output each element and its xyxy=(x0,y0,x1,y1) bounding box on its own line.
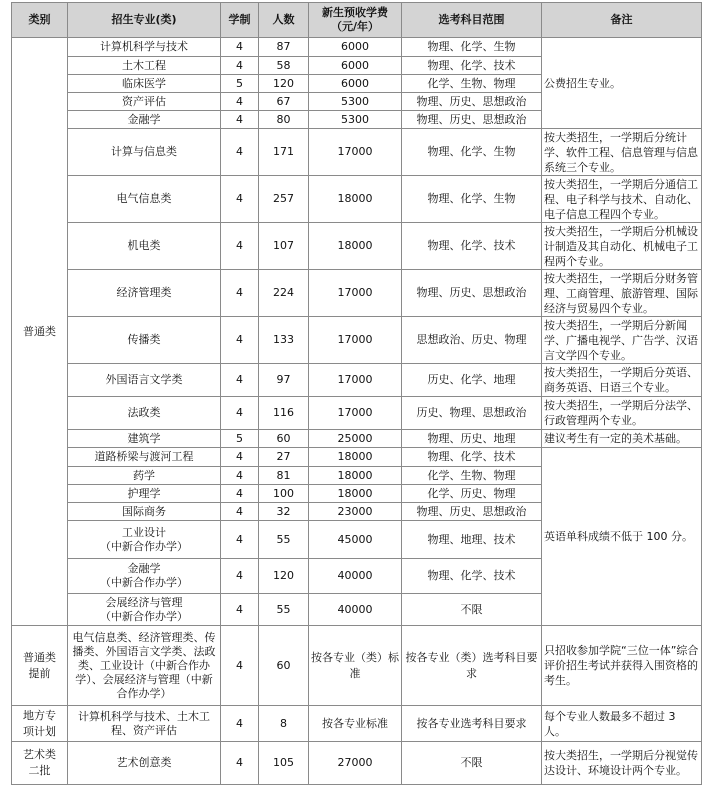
fee-cell: 17000 xyxy=(309,364,402,397)
fee-cell: 18000 xyxy=(309,485,402,503)
table-row xyxy=(12,430,702,448)
years-cell: 4 xyxy=(221,111,259,129)
subjects-cell: 物理、历史、地理 xyxy=(402,430,542,448)
remark-cell: 建议考生有一定的美术基础。 xyxy=(542,430,702,448)
major-cell: 外国语言文学类 xyxy=(68,364,221,397)
table-row xyxy=(12,706,702,742)
fee-cell: 23000 xyxy=(309,503,402,521)
table-row xyxy=(12,176,702,223)
fee-cell: 17000 xyxy=(309,129,402,176)
header-years: 学制 xyxy=(221,3,259,38)
subjects-cell: 化学、生物、物理 xyxy=(402,467,542,485)
subjects-cell: 物理、化学、技术 xyxy=(402,57,542,75)
major-cell: 临床医学 xyxy=(68,75,221,93)
count-cell: 58 xyxy=(259,57,309,75)
fee-cell: 18000 xyxy=(309,467,402,485)
major-cell: 土木工程 xyxy=(68,57,221,75)
subjects-cell: 不限 xyxy=(402,594,542,626)
remark-cell: 按大类招生，一学期后分新闻学、广播电视学、广告学、汉语言文学四个专业。 xyxy=(542,317,702,364)
table-row xyxy=(12,223,702,270)
major-cell: 会展经济与管理 （中新合作办学） xyxy=(68,594,221,626)
remark-cell: 公费招生专业。 xyxy=(542,38,702,129)
subjects-cell: 物理、化学、生物 xyxy=(402,129,542,176)
fee-cell: 按各专业（类）标准 xyxy=(309,626,402,706)
category-cell: 艺术类 二批 xyxy=(12,742,68,785)
fee-cell: 按各专业标准 xyxy=(309,706,402,742)
fee-cell: 5300 xyxy=(309,111,402,129)
years-cell: 4 xyxy=(221,521,259,559)
remark-cell: 只招收参加学院“三位一体”综合评价招生考试并获得入围资格的考生。 xyxy=(542,626,702,706)
remark-cell: 按大类招生，一学期后分法学、行政管理两个专业。 xyxy=(542,397,702,430)
remark-cell: 按大类招生，一学期后分统计学、软件工程、信息管理与信息系统三个专业。 xyxy=(542,129,702,176)
years-cell: 4 xyxy=(221,38,259,57)
years-cell: 4 xyxy=(221,176,259,223)
header-remark: 备注 xyxy=(542,3,702,38)
remark-cell: 英语单科成绩不低于 100 分。 xyxy=(542,448,702,626)
count-cell: 67 xyxy=(259,93,309,111)
header-row xyxy=(12,3,702,38)
subjects-cell: 物理、化学、技术 xyxy=(402,223,542,270)
table-row xyxy=(12,448,702,467)
years-cell: 4 xyxy=(221,467,259,485)
subjects-cell: 思想政治、历史、物理 xyxy=(402,317,542,364)
fee-cell: 6000 xyxy=(309,38,402,57)
count-cell: 105 xyxy=(259,742,309,785)
years-cell: 4 xyxy=(221,503,259,521)
category-cell: 地方专 项计划 xyxy=(12,706,68,742)
table-row xyxy=(12,129,702,176)
fee-cell: 40000 xyxy=(309,594,402,626)
years-cell: 5 xyxy=(221,75,259,93)
count-cell: 120 xyxy=(259,559,309,594)
subjects-cell: 物理、历史、思想政治 xyxy=(402,93,542,111)
count-cell: 80 xyxy=(259,111,309,129)
major-cell: 法政类 xyxy=(68,397,221,430)
table-row xyxy=(12,397,702,430)
subjects-cell: 物理、化学、技术 xyxy=(402,559,542,594)
major-cell: 药学 xyxy=(68,467,221,485)
major-cell: 机电类 xyxy=(68,223,221,270)
major-cell: 计算机科学与技术 xyxy=(68,38,221,57)
major-cell: 计算机科学与技术、土木工程、资产评估 xyxy=(68,706,221,742)
count-cell: 120 xyxy=(259,75,309,93)
subjects-cell: 物理、地理、技术 xyxy=(402,521,542,559)
major-cell: 金融学 xyxy=(68,111,221,129)
header-subjects: 选考科目范围 xyxy=(402,3,542,38)
header-count: 人数 xyxy=(259,3,309,38)
count-cell: 55 xyxy=(259,521,309,559)
subjects-cell: 按各专业（类）选考科目要求 xyxy=(402,626,542,706)
admission-table xyxy=(11,2,702,785)
fee-cell: 18000 xyxy=(309,176,402,223)
fee-cell: 5300 xyxy=(309,93,402,111)
subjects-cell: 物理、化学、技术 xyxy=(402,448,542,467)
fee-cell: 6000 xyxy=(309,75,402,93)
fee-cell: 40000 xyxy=(309,559,402,594)
major-cell: 电气信息类、经济管理类、传播类、外国语言文学类、法政类、工业设计（中新合作办学）、会展经济与管理（中新合作办学） xyxy=(68,626,221,706)
subjects-cell: 物理、化学、生物 xyxy=(402,38,542,57)
major-cell: 资产评估 xyxy=(68,93,221,111)
subjects-cell: 物理、历史、思想政治 xyxy=(402,111,542,129)
major-cell: 计算与信息类 xyxy=(68,129,221,176)
remark-cell: 按大类招生，一学期后分视觉传达设计、环境设计两个专业。 xyxy=(542,742,702,785)
remark-cell: 按大类招生，一学期后分财务管理、工商管理、旅游管理、国际经济与贸易四个专业。 xyxy=(542,270,702,317)
major-cell: 护理学 xyxy=(68,485,221,503)
fee-cell: 18000 xyxy=(309,223,402,270)
subjects-cell: 历史、物理、思想政治 xyxy=(402,397,542,430)
count-cell: 60 xyxy=(259,626,309,706)
count-cell: 133 xyxy=(259,317,309,364)
years-cell: 4 xyxy=(221,594,259,626)
remark-cell: 按大类招生，一学期后分通信工程、电子科学与技术、自动化、电子信息工程四个专业。 xyxy=(542,176,702,223)
years-cell: 4 xyxy=(221,223,259,270)
years-cell: 4 xyxy=(221,317,259,364)
years-cell: 4 xyxy=(221,448,259,467)
count-cell: 81 xyxy=(259,467,309,485)
subjects-cell: 不限 xyxy=(402,742,542,785)
fee-cell: 17000 xyxy=(309,317,402,364)
major-cell: 经济管理类 xyxy=(68,270,221,317)
count-cell: 116 xyxy=(259,397,309,430)
major-cell: 传播类 xyxy=(68,317,221,364)
count-cell: 55 xyxy=(259,594,309,626)
remark-cell: 每个专业人数最多不超过 3 人。 xyxy=(542,706,702,742)
count-cell: 97 xyxy=(259,364,309,397)
fee-cell: 45000 xyxy=(309,521,402,559)
count-cell: 224 xyxy=(259,270,309,317)
count-cell: 32 xyxy=(259,503,309,521)
major-cell: 电气信息类 xyxy=(68,176,221,223)
table-row xyxy=(12,626,702,706)
count-cell: 27 xyxy=(259,448,309,467)
years-cell: 4 xyxy=(221,270,259,317)
years-cell: 4 xyxy=(221,485,259,503)
count-cell: 171 xyxy=(259,129,309,176)
subjects-cell: 历史、化学、地理 xyxy=(402,364,542,397)
years-cell: 4 xyxy=(221,626,259,706)
count-cell: 107 xyxy=(259,223,309,270)
years-cell: 4 xyxy=(221,57,259,75)
major-cell: 国际商务 xyxy=(68,503,221,521)
fee-cell: 17000 xyxy=(309,397,402,430)
count-cell: 60 xyxy=(259,430,309,448)
years-cell: 4 xyxy=(221,129,259,176)
count-cell: 100 xyxy=(259,485,309,503)
subjects-cell: 化学、历史、物理 xyxy=(402,485,542,503)
subjects-cell: 物理、化学、生物 xyxy=(402,176,542,223)
years-cell: 4 xyxy=(221,364,259,397)
years-cell: 4 xyxy=(221,706,259,742)
table-row xyxy=(12,317,702,364)
fee-cell: 25000 xyxy=(309,430,402,448)
major-cell: 道路桥梁与渡河工程 xyxy=(68,448,221,467)
years-cell: 4 xyxy=(221,742,259,785)
subjects-cell: 化学、生物、物理 xyxy=(402,75,542,93)
major-cell: 建筑学 xyxy=(68,430,221,448)
fee-cell: 17000 xyxy=(309,270,402,317)
major-cell: 工业设计 （中新合作办学） xyxy=(68,521,221,559)
remark-cell: 按大类招生，一学期后分英语、商务英语、日语三个专业。 xyxy=(542,364,702,397)
remark-cell: 按大类招生，一学期后分机械设计制造及其自动化、机械电子工程两个专业。 xyxy=(542,223,702,270)
table-row xyxy=(12,742,702,785)
fee-cell: 27000 xyxy=(309,742,402,785)
years-cell: 4 xyxy=(221,93,259,111)
major-cell: 金融学 （中新合作办学） xyxy=(68,559,221,594)
fee-cell: 18000 xyxy=(309,448,402,467)
table-row xyxy=(12,270,702,317)
years-cell: 4 xyxy=(221,559,259,594)
years-cell: 4 xyxy=(221,397,259,430)
years-cell: 5 xyxy=(221,430,259,448)
subjects-cell: 按各专业选考科目要求 xyxy=(402,706,542,742)
category-cell: 普通类 提前 xyxy=(12,626,68,706)
count-cell: 8 xyxy=(259,706,309,742)
fee-cell: 6000 xyxy=(309,57,402,75)
subjects-cell: 物理、历史、思想政治 xyxy=(402,270,542,317)
header-fee: 新生预收学费 （元/年） xyxy=(309,3,402,38)
table-row xyxy=(12,364,702,397)
category-cell: 普通类 xyxy=(12,38,68,626)
header-category: 类别 xyxy=(12,3,68,38)
table-row xyxy=(12,38,702,57)
major-cell: 艺术创意类 xyxy=(68,742,221,785)
header-major: 招生专业(类) xyxy=(68,3,221,38)
count-cell: 257 xyxy=(259,176,309,223)
count-cell: 87 xyxy=(259,38,309,57)
subjects-cell: 物理、历史、思想政治 xyxy=(402,503,542,521)
